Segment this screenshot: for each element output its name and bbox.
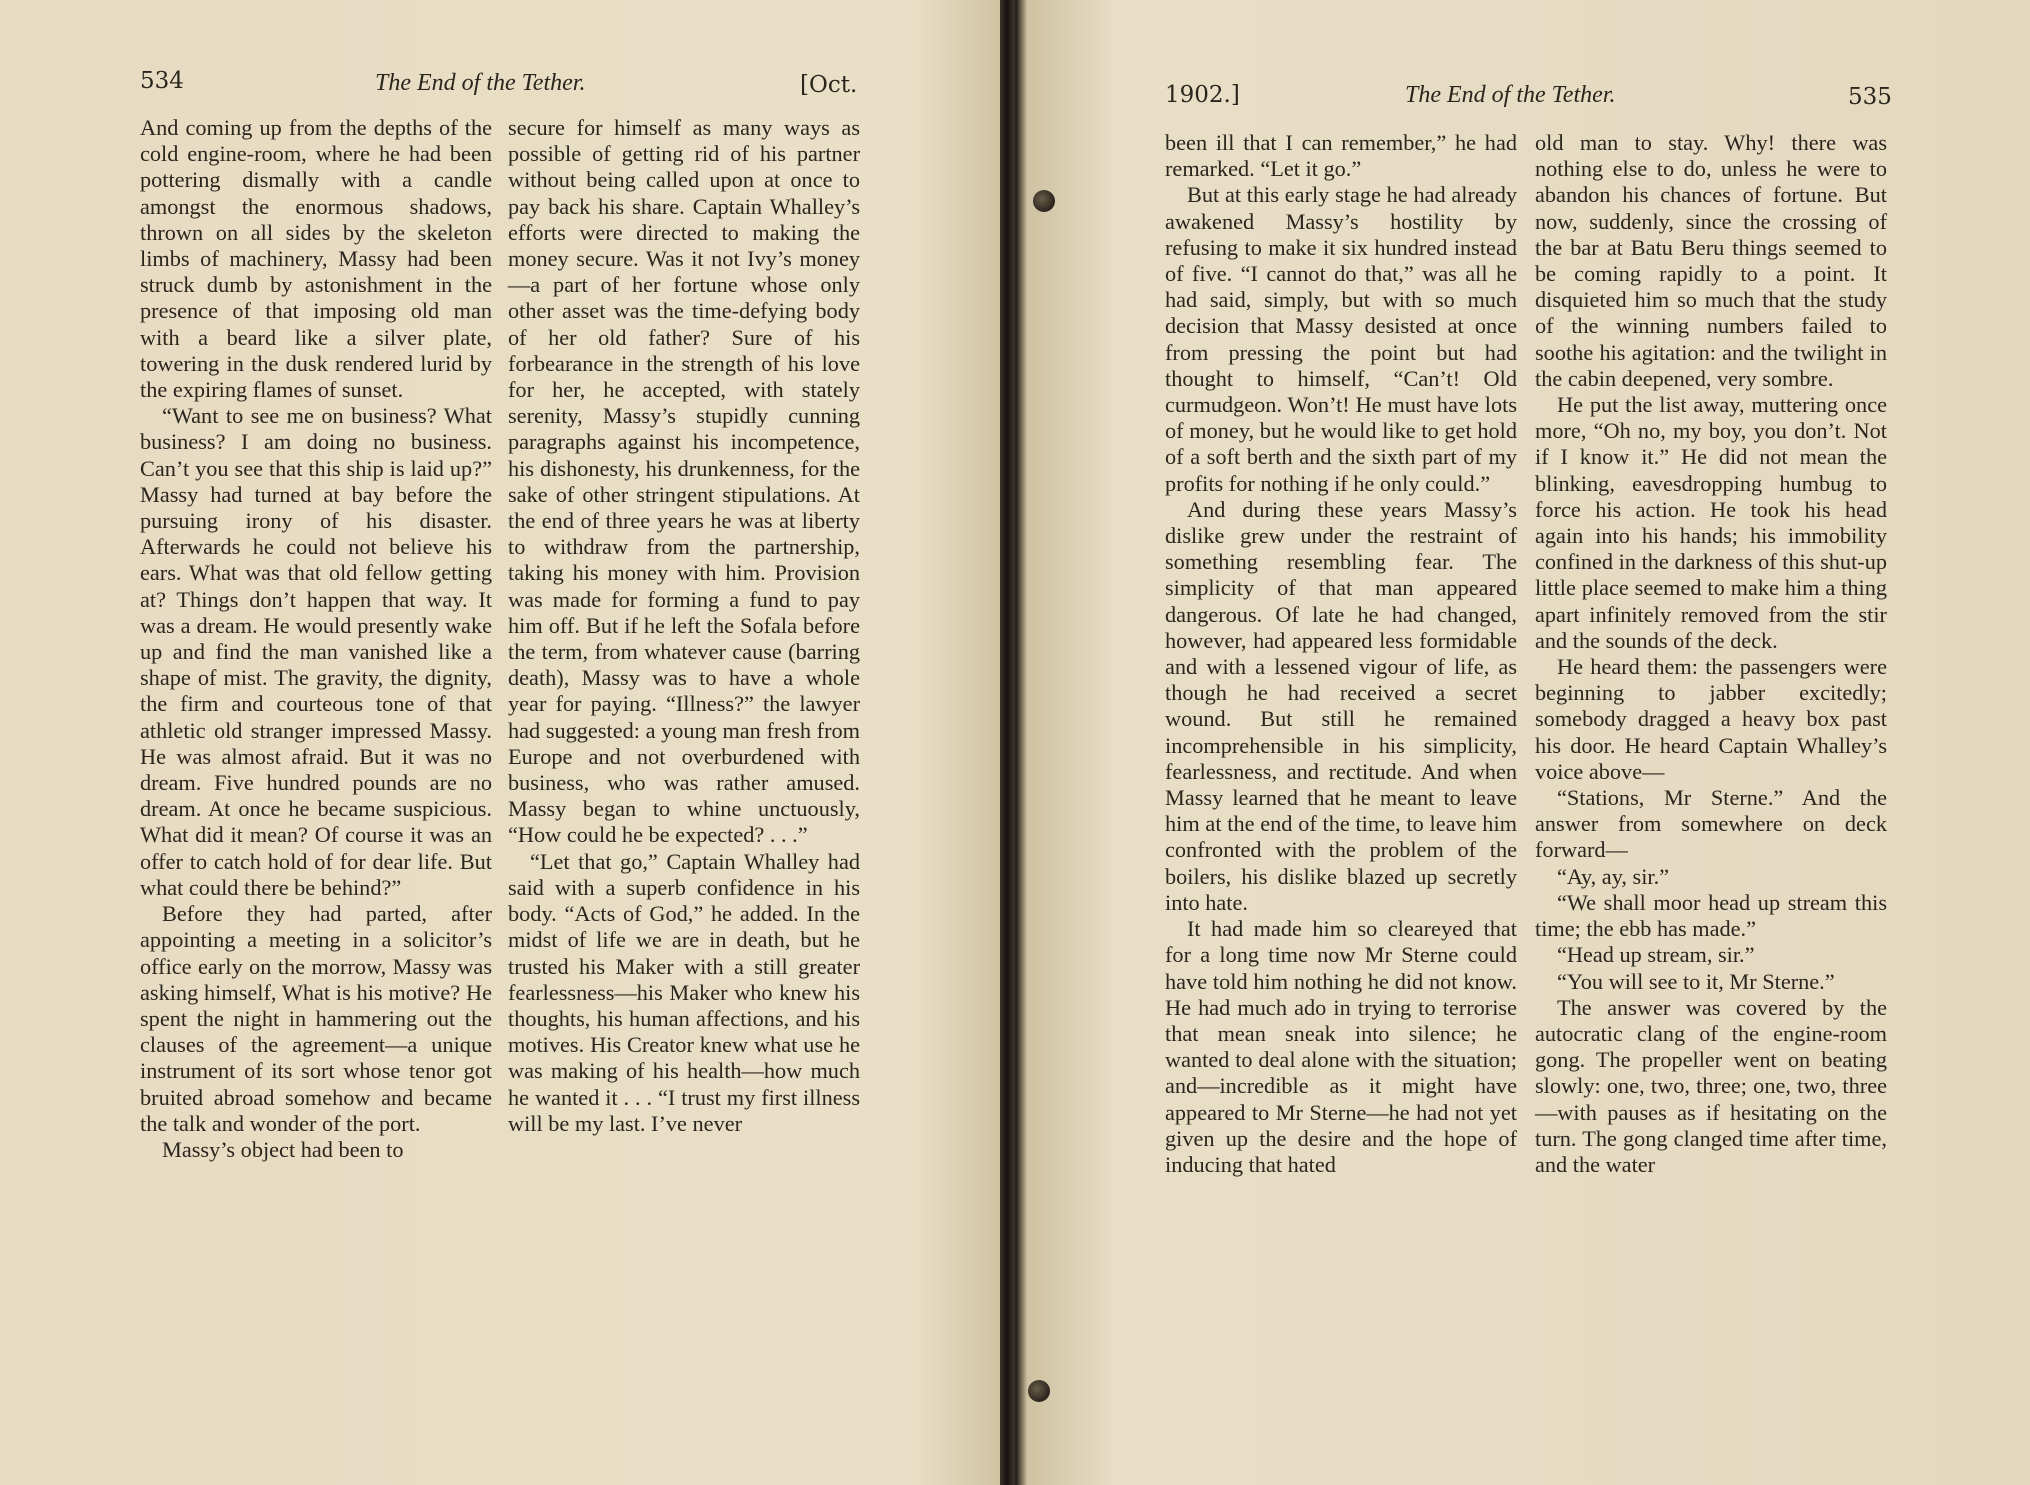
running-title-text: The End of the Tether. [1405, 82, 1616, 108]
paragraph: But at this early stage he had already awakened Massy’s hostility by refusing to make it six hundred instead of five. “I cannot do that,” was all he had said, simply, but with so much decision that Massy desisted at once from pressing the point but had thought to himself, “Can’t! Old curmudgeon. Won’t! He must have lots of money, but he would like to get hold of a soft berth and the sixth part of my profits for nothing if he only could.” [1165, 182, 1517, 496]
paragraph: secure for himself as many ways as possible of getting rid of his partner without being called upon at once to pay back his share. Captain Whalley’s efforts were directed to making the money secure. Was it not Ivy’s money—a part of her fortune whose only other asset was the time-defying body of her old father? Sure of his forbearance in the strength of his love for her, he accepted, with stately serenity, Massy’s stupidly cunning paragraphs against his incompetence, his dishonesty, his drunkenness, for the sake of other stringent stipulations. At the end of three years he was at liberty to withdraw from the partnership, taking his money with him. Provision was made for forming a fund to pay him off. But if he left the Sofala before the term, from whatever cause (barring death), Massy was to have a whole year for paying. “Illness?” the lawyer had suggested: a young man fresh from Europe and not overburdened with business, who was rather amused. Massy began to whine unctuously, “How could he be expected? . . .” [508, 115, 860, 848]
text-column-right-2 [1535, 130, 1887, 1178]
paragraph: The answer was covered by the autocratic clang of the engine-room gong. The propeller went on beating slowly: one, two, three; one, two, three—with pauses as if hesitating on the turn. The gong clanged time after time, and the water [1535, 994, 1887, 1177]
paragraph: It had made him so cleareyed that for a long time now Mr Sterne could have told him nothing he did not know. He had much ado in trying to terrorise that mean sneak into silence; he wanted to deal alone with the situation; and—incredible as it might have appeared to Mr Sterne—he had not yet given up the desire and the hope of inducing that hated [1165, 916, 1517, 1177]
paragraph: And during these years Massy’s dislike grew under the restraint of something resembling fear. The simplicity of that man appeared dangerous. Of late he had changed, however, had appeared less formidable and with a lessened vigour of life, as though he had received a secret wound. But still he remained incomprehensible in his simplicity, fearlessness, and rectitude. And when Massy learned that he meant to leave him at the end of the time, to leave him confronted with the problem of the boilers, his dislike blazed up secretly into hate. [1165, 496, 1517, 915]
running-title-text: The End of the Tether. [375, 70, 586, 96]
paragraph: “We shall moor head up stream this time; the ebb has made.” [1535, 889, 1887, 942]
running-title [375, 70, 585, 97]
paragraph: “Want to see me on business? What business? I am doing no business. Can’t you see that this ship is laid up?” Massy had turned at bay before the pursuing irony of his disaster. Afterwards he could not believe his ears. What was that old fellow getting at? Things don’t happen that way. It was a dream. He would presently wake up and find the man vanished like a shape of mist. The gravity, the dignity, the firm and courteous tone of that athletic old stranger impressed Massy. He was almost afraid. But it was no dream. Five hundred pounds are no dream. At once he became suspicious. What did it mean? Of course it was an offer to catch hold of for dear life. But what could there be behind?” [140, 403, 492, 900]
date-mark: [Oct. [800, 72, 858, 98]
text-column-left-1 [140, 115, 492, 1163]
paragraph: old man to stay. Why! there was nothing else to do, unless he were to abandon his chances of fortune. But now, suddenly, since the crossing of the bar at Batu Beru things seemed to be coming rapidly to a point. It disquieted him so much that the study of the winning numbers failed to soothe his agitation: and the twilight in the cabin deepened, very sombre. [1535, 130, 1887, 391]
right-page [1013, 0, 2030, 1485]
date-mark: 1902.] [1165, 82, 1240, 108]
paragraph: been ill that I can remember,” he had remarked. “Let it go.” [1165, 130, 1517, 182]
page-number: 534 [140, 68, 184, 94]
left-page [0, 0, 1005, 1485]
page-number: 535 [1848, 84, 1892, 110]
text-column-left-2 [508, 115, 860, 1137]
running-title [1405, 82, 1615, 109]
paragraph: “Ay, ay, sir.” [1557, 863, 1670, 889]
paragraph: He heard them: the passengers were beginning to jabber excitedly; somebody dragged a heavy box past his door. He heard Captain Whalley’s voice above— [1535, 654, 1887, 784]
book-gutter [1000, 0, 1014, 1485]
paragraph: He put the list away, muttering once more, “Oh no, my boy, you don’t. Not if I know it.” He did not mean the blinking, eavesdropping humbug to force his action. He took his head again into his hands; his immobility confined in the darkness of this shut-up little place seemed to make him a thing apart infinitely removed from the stir and the sounds of the deck. [1535, 392, 1887, 653]
paragraph: “Let that go,” Captain Whalley had said with a superb confidence in his body. “Acts of God,” he added. In the midst of life we are in death, but he trusted his Maker with a still greater fearlessness—his Maker who knew his thoughts, his human affections, and his motives. His Creator knew what use he was making of his health—how much he wanted it . . . “I trust my first illness will be my last. I’ve never [508, 848, 860, 1136]
paragraph: Massy’s object had been to [162, 1136, 404, 1162]
paragraph: “Head up stream, sir.” [1557, 942, 1755, 968]
text-column-right-1 [1165, 130, 1517, 1178]
paragraph: Before they had parted, after appointing a meeting in a solicitor’s office early on the morrow, Massy was asking himself, What is his motive? He spent the night in hammering out the clauses of the agreement—a unique instrument of its sort whose tenor got bruited abroad somehow and became the talk and wonder of the port. [140, 901, 492, 1136]
paragraph: “You will see to it, Mr Sterne.” [1557, 968, 1835, 994]
paragraph: “Stations, Mr Sterne.” And the answer from somewhere on deck forward— [1535, 785, 1887, 863]
paragraph: And coming up from the depths of the cold engine-room, where he had been pottering dismally with a candle amongst the enormous shadows, thrown on all sides by the skeleton limbs of machinery, Massy had been struck dumb by astonishment in the presence of that imposing old man with a beard like a silver plate, towering in the dusk rendered lurid by the expiring flames of sunset. [140, 115, 492, 403]
